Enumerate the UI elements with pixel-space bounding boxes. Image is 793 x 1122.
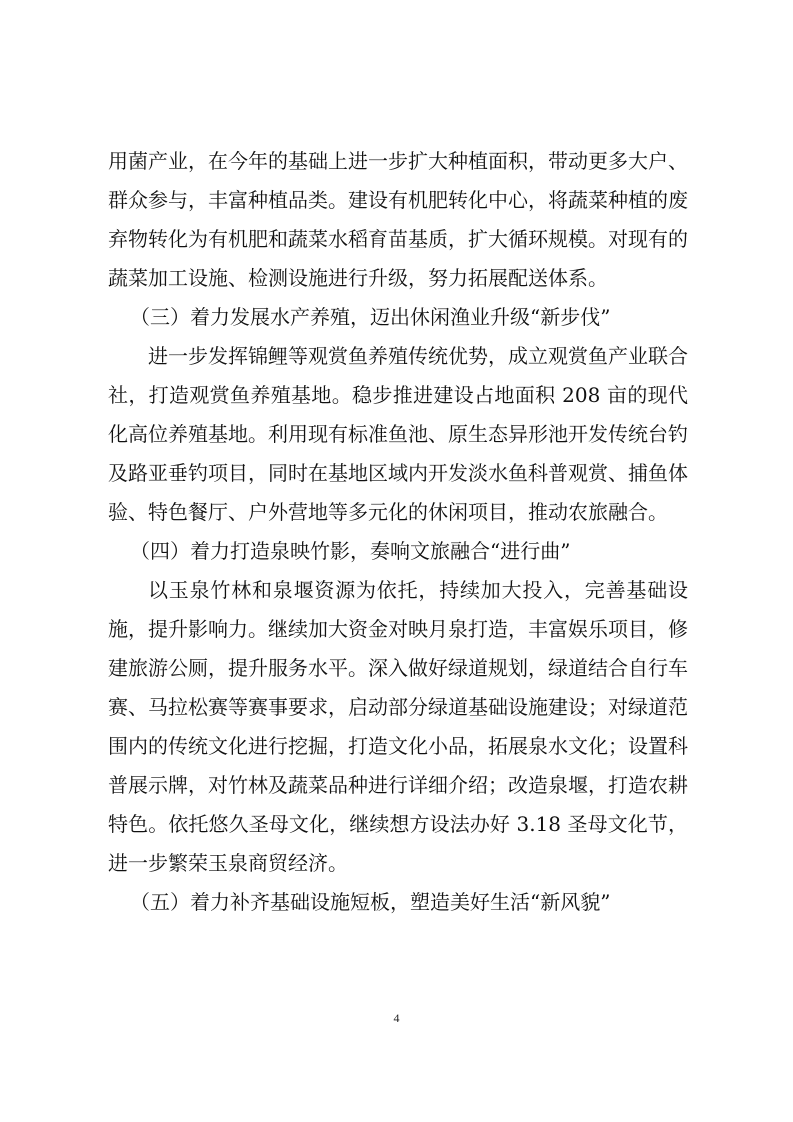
paragraph-aquaculture: 进一步发挥锦鲤等观赏鱼养殖传统优势，成立观赏鱼产业联合社，打造观赏鱼养殖基地。稳步推进建设占地面积 208 亩的现代化高位养殖基地。利用现有标准鱼池、原生态异形池开发传统台钓及路亚垂钓项目，同时在基地区域内开发淡水鱼科普观赏、捕鱼体验、特色餐厅、户外营地等多元化的休闲项目，推动农旅融合。 — [108, 344, 688, 524]
paragraph-continuation: 用菌产业，在今年的基础上进一步扩大种植面积，带动更多大户、群众参与，丰富种植品类。建设有机肥转化中心，将蔬菜种植的废弃物转化为有机肥和蔬菜水稻育苗基质，扩大循环规模。对现有的蔬菜加工设施、检测设施进行升级，努力拓展配送体系。 — [108, 149, 688, 290]
paragraph-culture-tourism: 以玉泉竹林和泉堰资源为依托，持续加大投入，完善基础设施，提升影响力。继续加大资金对映月泉打造，丰富娱乐项目，修建旅游公厕，提升服务水平。深入做好绿道规划，绿道结合自行车赛、马拉松赛等赛事要求，启动部分绿道基础设施建设；对绿道范围内的传统文化进行挖掘，打造文化小品，拓展泉水文化；设置科普展示牌，对竹林及蔬菜品种进行详细介绍；改造泉堰，打造农耕特色。依托悠久圣母文化，继续想方设法办好 3.18 圣母文化节，进一步繁荣玉泉商贸经济。 — [108, 578, 688, 875]
section-heading-4: （四）着力打造泉映竹影，奏响文旅融合“进行曲” — [130, 539, 571, 563]
document-body — [108, 142, 688, 922]
page-number: 4 — [393, 1011, 400, 1025]
section-heading-5: （五）着力补齐基础设施短板，塑造美好生活“新风貌” — [130, 890, 611, 914]
section-heading-3: （三）着力发展水产养殖，迈出休闲渔业升级“新步伐” — [130, 305, 611, 329]
